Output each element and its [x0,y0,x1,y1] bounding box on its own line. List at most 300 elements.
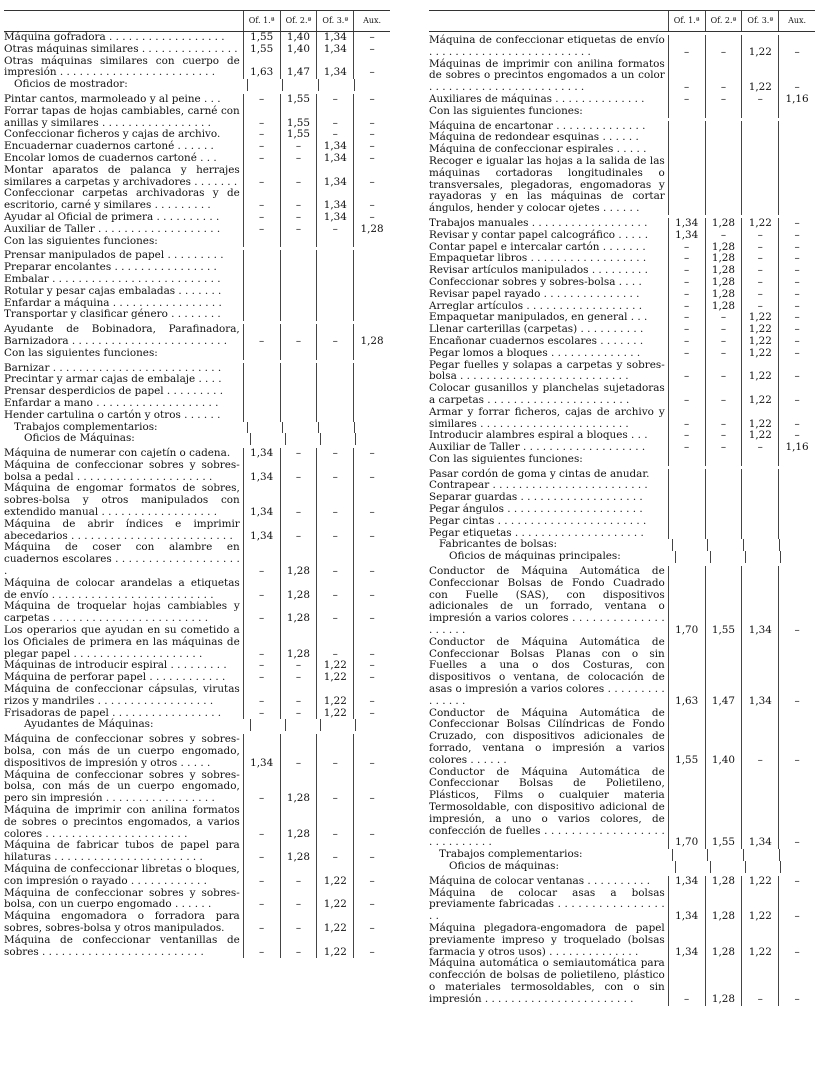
cell-aux: – [353,578,390,602]
cell-aux: – [778,265,815,277]
cell-of2: – [705,348,742,360]
cell-aux: – [778,407,815,431]
header-of3: Of. 3.ª [741,11,778,31]
table-row [4,324,390,348]
cell-aux: – [353,708,390,720]
cell-aux: – [778,218,815,230]
cell-of1 [668,528,705,540]
cell-of3 [316,363,353,375]
cell-of3: 1,22 [741,324,778,336]
cell-aux [353,398,390,410]
cell-of2 [705,469,742,481]
cell-aux [778,121,815,133]
cell-of2: 1,28 [280,601,317,625]
cell-of2: – [705,35,742,59]
cell-of3: 1,22 [741,407,778,431]
cell-of3 [316,298,353,310]
cell-of2: – [705,336,742,348]
cell-of2: 1,28 [705,301,742,313]
cell-of2: 1,28 [705,923,742,958]
cell-of1: – [668,442,705,454]
cell-of3: – [741,301,778,313]
cell-of3: 1,22 [741,218,778,230]
cell-aux [353,386,390,398]
row-label: Máquina plegadora-engomadora de papel previamente impreso y troquelado (bolsas farmacia y otros usos) . . . . . . . . . . . . . . [429,921,665,958]
cell-of1: – [668,242,705,254]
cell-of2 [280,386,317,398]
cell-of3: 1,22 [316,864,353,888]
cell-of3: 1,22 [741,923,778,958]
cell-of2: – [280,460,317,484]
cell-aux [353,410,390,422]
cell-of2: 1,28 [705,218,742,230]
cell-of1: 1,55 [668,708,705,767]
table-row [429,708,815,767]
cell-aux [353,363,390,375]
cell-of2: – [280,660,317,672]
table-row [429,454,815,466]
cell-of2: 1,40 [280,44,317,56]
cell-of1 [668,144,705,156]
cell-of1: 1,55 [243,32,280,44]
cell-of3: 1,34 [316,44,353,56]
cell-aux: – [353,165,390,189]
cell-aux: – [778,35,815,59]
cell-of3 [741,132,778,144]
cell-of2 [707,849,743,861]
cell-of2 [705,516,742,528]
table-row [4,94,390,106]
cell-aux: – [778,888,815,923]
row-label: Pegar cintas . . . . . . . . . . . . . . . . . . . . . . . [429,514,647,527]
cell-of3: – [316,483,353,518]
cell-of2: – [280,141,317,153]
table-row [429,289,815,301]
row-label: Revisar y contar papel calcográfico . . . . . [429,228,649,241]
cell-aux: – [353,129,390,141]
cell-of2 [705,156,742,215]
table-row [429,348,815,360]
cell-aux [780,861,815,873]
row-label: Trabajos complementarios: [439,848,583,861]
cell-of3: – [316,324,353,348]
cell-of2: – [705,383,742,407]
row-label: Pegar etiquetas . . . . . . . . . . . . . . . . . . . . [429,526,644,539]
cell-of2 [285,433,320,445]
cell-of1 [668,156,705,215]
row-label: Con las siguientes funciones: [429,452,583,465]
row-label: Separar guardas . . . . . . . . . . . . . . . . . . . [429,491,643,504]
cell-of1: – [668,360,705,384]
row-label: Máquina de confeccionar etiquetas de envío . . . . . . . . . . . . . . . . . . . . . . . . . [429,34,665,58]
cell-of3 [741,492,778,504]
row-label: Máquina de confeccionar sobres y sobres-bolsa a pedal . . . . . . . . . . . . . . . . . . . . . [4,458,240,483]
cell-of1: – [243,141,280,153]
table-row [4,770,390,805]
cell-of3 [316,348,353,360]
row-label: Armar y forrar ficheros, cajas de archivo y similares . . . . . . . . . . . . . . . . . . . . . . . [429,405,665,430]
cell-of1 [247,422,283,434]
row-label: Máquina de confeccionar libretas o bloques, con impresión o rayado . . . . . . . . . . . . [4,862,240,887]
cell-of1: – [668,94,705,106]
cell-aux: – [778,253,815,265]
cell-of3: 1,22 [741,360,778,384]
cell-of2: 1,28 [280,625,317,660]
cell-of2: – [280,911,317,935]
cell-of1: 1,34 [668,230,705,242]
table-row [429,156,815,215]
cell-aux [353,286,390,298]
row-label: Recoger e igualar las hojas a la salida de las máquinas cortadoras longitudinales o transversales, plegadoras, engomadoras y rayadoras y en las máquinas de cortar ángulos, hender y colocar ojetes . . . . . . [429,154,665,215]
cell-aux: – [353,911,390,935]
row-label: Auxiliar de Taller . . . . . . . . . . . . . . . . . . . [429,441,646,454]
row-label: Pasar cordón de goma y cintas de anudar. [429,467,650,480]
cell-of3: – [741,708,778,767]
row-label: Confeccionar carpetas archivadoras y de escritorio, carné y similares . . . . . . . . . [4,187,240,212]
cell-of1: – [243,625,280,660]
cell-of2 [280,348,317,360]
cell-of1 [243,309,280,321]
row-label: Máquina de colocar arandelas a etiquetas de envío . . . . . . . . . . . . . . . . . . . . . . . . . [4,576,240,601]
row-label: Máquina de confeccionar sobres y sobres-bolsa, con un cuerpo engomado . . . . . . [4,886,240,911]
table-row [4,398,390,410]
cell-of2 [710,861,745,873]
cell-of1: – [243,224,280,236]
cell-of2: – [280,935,317,959]
table-row [4,684,390,708]
cell-of1 [668,454,705,466]
cell-of3: 1,34 [316,32,353,44]
row-label: Auxiliares de máquinas . . . . . . . . . . . . . . [429,92,645,105]
cell-of3: – [741,265,778,277]
cell-of1: – [243,840,280,864]
cell-of1: – [668,336,705,348]
cell-of3 [316,410,353,422]
cell-of1 [675,861,710,873]
row-label: Pegar ángulos . . . . . . . . . . . . . . . . . . . . . [429,503,643,516]
cell-of2 [280,398,317,410]
cell-of2 [280,286,317,298]
cell-of1: – [243,660,280,672]
row-label: Empaquetar libros . . . . . . . . . . . . . . . . . . [429,252,647,265]
table-row [429,516,815,528]
cell-of1: – [668,277,705,289]
cell-of3 [316,286,353,298]
cell-aux: – [778,708,815,767]
cell-of1: – [243,672,280,684]
cell-of3: 1,22 [741,312,778,324]
cell-of3: – [316,106,353,130]
cell-of2: – [280,864,317,888]
cell-aux: – [778,301,815,313]
cell-aux: – [778,324,815,336]
cell-of1: – [243,324,280,348]
row-label: Contrapear . . . . . . . . . . . . . . . . . . . . . . . . [429,479,648,492]
cell-of3: 1,22 [741,383,778,407]
cell-of1: – [243,106,280,130]
cell-of3 [741,504,778,516]
cell-of3 [741,480,778,492]
table-row [4,935,390,959]
cell-of3: – [741,253,778,265]
cell-of1 [250,433,285,445]
table-row [4,188,390,212]
row-label: Máquina de redondear esquinas . . . . . . [429,131,639,144]
cell-aux: – [353,153,390,165]
cell-of1: 1,70 [668,566,705,637]
cell-of2 [705,492,742,504]
cell-aux [778,528,815,540]
cell-of3: – [741,277,778,289]
cell-of3: 1,22 [741,348,778,360]
table-row [429,94,815,106]
cell-of3 [741,156,778,215]
cell-of3: 1,34 [316,188,353,212]
cell-of1: 1,34 [668,923,705,958]
cell-of3: – [741,242,778,254]
cell-of2: – [705,94,742,106]
row-label: Pegar lomos a bloques . . . . . . . . . . . . . . [429,346,641,359]
cell-aux: – [353,483,390,518]
cell-of3: 1,22 [741,430,778,442]
cell-of2: – [280,708,317,720]
cell-aux [353,348,390,360]
table-row [429,551,815,563]
cell-of2: 1,28 [705,888,742,923]
cell-aux [778,504,815,516]
row-label: Oficios de máquinas: [449,859,560,872]
cell-aux [778,469,815,481]
table-row [4,460,390,484]
cell-of2 [705,144,742,156]
cell-aux: – [778,230,815,242]
table-row [429,230,815,242]
cell-of3 [745,861,780,873]
cell-of3: 1,22 [316,888,353,912]
table-row [4,56,390,80]
cell-of1 [668,121,705,133]
table-row [429,59,815,94]
cell-of1 [243,250,280,262]
header-aux: Aux. [353,11,390,31]
cell-of3: – [316,448,353,460]
header-of1: Of. 1.ª [243,11,280,31]
cell-of2: 1,40 [705,708,742,767]
cell-aux [778,156,815,215]
cell-aux [778,480,815,492]
cell-of2: – [280,165,317,189]
row-label: Máquina automática o semiautomática para confección de bolsas de polietileno, plástico o materiales termosoldables, con o sin impresión . . . . . . . . . . . . . . . . . . . . . . . [429,957,665,1005]
row-label: Encuadernar cuadernos cartoné . . . . . . [4,140,214,153]
table-row [429,407,815,431]
cell-of2: 1,28 [280,542,317,577]
cell-of3 [316,374,353,386]
cell-of3 [741,121,778,133]
cell-of3: 1,22 [741,876,778,888]
cell-of1: – [668,312,705,324]
cell-of2: – [280,672,317,684]
cell-of2 [705,132,742,144]
cell-aux: – [353,734,390,769]
cell-of1: – [243,94,280,106]
row-label: Máquina de engomar formatos de sobres, sobres-bolsa y otros manipulados con extendido manual . . . . . . . . . . . . . . . . . . [4,482,240,519]
cell-of2: – [280,188,317,212]
cell-of1: 1,63 [668,637,705,708]
table-row [429,876,815,888]
cell-of1: – [668,289,705,301]
cell-of3 [316,309,353,321]
cell-of1: – [243,601,280,625]
cell-aux: – [353,542,390,577]
header-of1: Of. 1.ª [668,11,705,31]
cell-of3: 1,22 [741,888,778,923]
cell-of2: 1,28 [280,770,317,805]
cell-of2 [280,236,317,248]
row-label: Máquina de colocar ventanas . . . . . . . . . . [429,874,651,887]
table-row [4,44,390,56]
table-row [429,360,815,384]
cell-aux [353,236,390,248]
table-header [4,10,390,32]
table-row [429,383,815,407]
cell-aux: – [778,958,815,1005]
cell-of3: – [741,94,778,106]
cell-of3: – [741,442,778,454]
left-column-table [4,10,390,958]
cell-aux [353,298,390,310]
cell-aux: – [778,637,815,708]
cell-aux [353,250,390,262]
row-label: Forrar tapas de hojas cambiables, carné con anillas y similares . . . . . . . . . . . . . . . . . [4,104,240,129]
row-label: Oficios de Máquinas: [24,432,135,445]
row-label: Conductor de Máquina Automática de Confeccionar Bolsas de Polietileno, Plásticos, Films o cualquier materia Termosoldable, con dispositivo adicional de impresión, a uno o varios colores, de confección de fuelles . . . . . . . . . . . . . . . . . . . . . . . . . . . . [429,765,665,849]
cell-of2 [705,480,742,492]
header-of3: Of. 3.ª [316,11,353,31]
cell-of1 [668,504,705,516]
cell-of1: 1,34 [668,888,705,923]
row-label: Confeccionar sobres y sobres-bolsa . . . . [429,275,642,288]
cell-of3: 1,34 [741,566,778,637]
row-label: Colocar gusanillos y planchelas sujetadoras a carpetas . . . . . . . . . . . . . . . . . . . . . . [429,382,665,406]
cell-of3: – [316,578,353,602]
row-label: Ayudantes de Máquinas: [24,718,154,731]
cell-of1: – [668,324,705,336]
cell-of2: – [280,734,317,769]
cell-of3: – [316,94,353,106]
row-label: Máquina de perforar papel . . . . . . . . . . . . [4,671,226,684]
cell-of3: 1,34 [316,153,353,165]
row-label: Máquina gofradora . . . . . . . . . . . . . . . . . . [4,31,225,43]
cell-of2: 1,55 [705,767,742,850]
cell-of2: – [280,324,317,348]
row-label: Conductor de Máquina Automática de Confeccionar Bolsas Cilíndricas de Fondo Cruzado, con dispositivos adicionales de forrado, ventana o impresión a varios colores . . . . . . [429,706,665,766]
cell-of1 [672,539,708,551]
table-row [4,483,390,518]
cell-aux: – [778,59,815,94]
cell-of3: – [316,770,353,805]
cell-of3: – [316,840,353,864]
cell-aux: 1,16 [778,94,815,106]
cell-of1 [243,286,280,298]
cell-of1 [668,106,705,118]
cell-of1: – [668,430,705,442]
row-label: Máquinas de introducir espiral . . . . . . . . . [4,659,227,672]
table-row [4,840,390,864]
cell-of3 [741,454,778,466]
cell-of3: 1,22 [316,672,353,684]
table-row [4,805,390,840]
cell-aux: – [353,805,390,840]
cell-aux: – [353,625,390,660]
cell-aux: 1,28 [353,224,390,236]
table-row [429,35,815,59]
cell-aux [353,309,390,321]
table-row [4,274,390,286]
cell-of3 [316,262,353,274]
row-label: Con las siguientes funciones: [4,234,158,247]
row-label: Embalar . . . . . . . . . . . . . . . . . . . . . . . . . . [4,272,221,285]
cell-of1 [668,516,705,528]
table-row [4,911,390,935]
table-row [4,578,390,602]
row-label: Arreglar artículos . . . . . . . . . . . . . . . . . . [429,299,643,312]
cell-aux [778,492,815,504]
cell-aux: – [778,336,815,348]
row-label: Con las siguientes funciones: [4,346,158,359]
cell-of3: 1,22 [741,35,778,59]
cell-aux: – [353,935,390,959]
row-label: Máquina de coser con alambre en cuadernos escolares . . . . . . . . . . . . . . . . . . . . [4,541,240,578]
table-row [429,767,815,850]
cell-of2: 1,55 [280,129,317,141]
cell-of1 [243,374,280,386]
cell-of1: 1,34 [668,876,705,888]
cell-of3: 1,22 [741,336,778,348]
row-label: Máquina de abrir índices e imprimir abecedarios . . . . . . . . . . . . . . . . . . . . . . . . . [4,517,240,542]
cell-aux: – [353,106,390,130]
cell-of1 [243,386,280,398]
row-label: Revisar artículos manipulados . . . . . . . . . [429,264,648,277]
row-label: Trabajos complementarios: [14,420,158,433]
cell-aux: – [353,32,390,44]
cell-of1: – [243,935,280,959]
row-label: Máquina de numerar con cajetín o cadena. [4,447,231,460]
cell-aux: – [353,188,390,212]
cell-aux: – [778,348,815,360]
cell-aux: – [778,767,815,850]
header-of2: Of. 2.ª [705,11,742,31]
cell-of3: – [316,542,353,577]
row-label: Máquina de confeccionar ventanillas de sobres . . . . . . . . . . . . . . . . . . . . . . . . . [4,933,240,958]
cell-of1: 1,34 [243,519,280,543]
cell-of1: – [243,888,280,912]
cell-of3: – [316,129,353,141]
row-label: Máquina de imprimir con anilina formatos de sobres o precintos engomados, a varios colores . . . . . . . . . . . . . . . . . . . . . . [4,804,240,840]
cell-of3: 1,34 [741,637,778,708]
cell-of1: – [668,301,705,313]
cell-of3 [741,528,778,540]
cell-of2 [705,106,742,118]
cell-aux [778,144,815,156]
cell-of3: – [316,805,353,840]
cell-of1 [668,469,705,481]
cell-of1: – [243,708,280,720]
table-row [4,286,390,298]
table-row [4,165,390,189]
table-row [4,433,390,445]
table-row [429,888,815,923]
cell-aux: – [353,672,390,684]
